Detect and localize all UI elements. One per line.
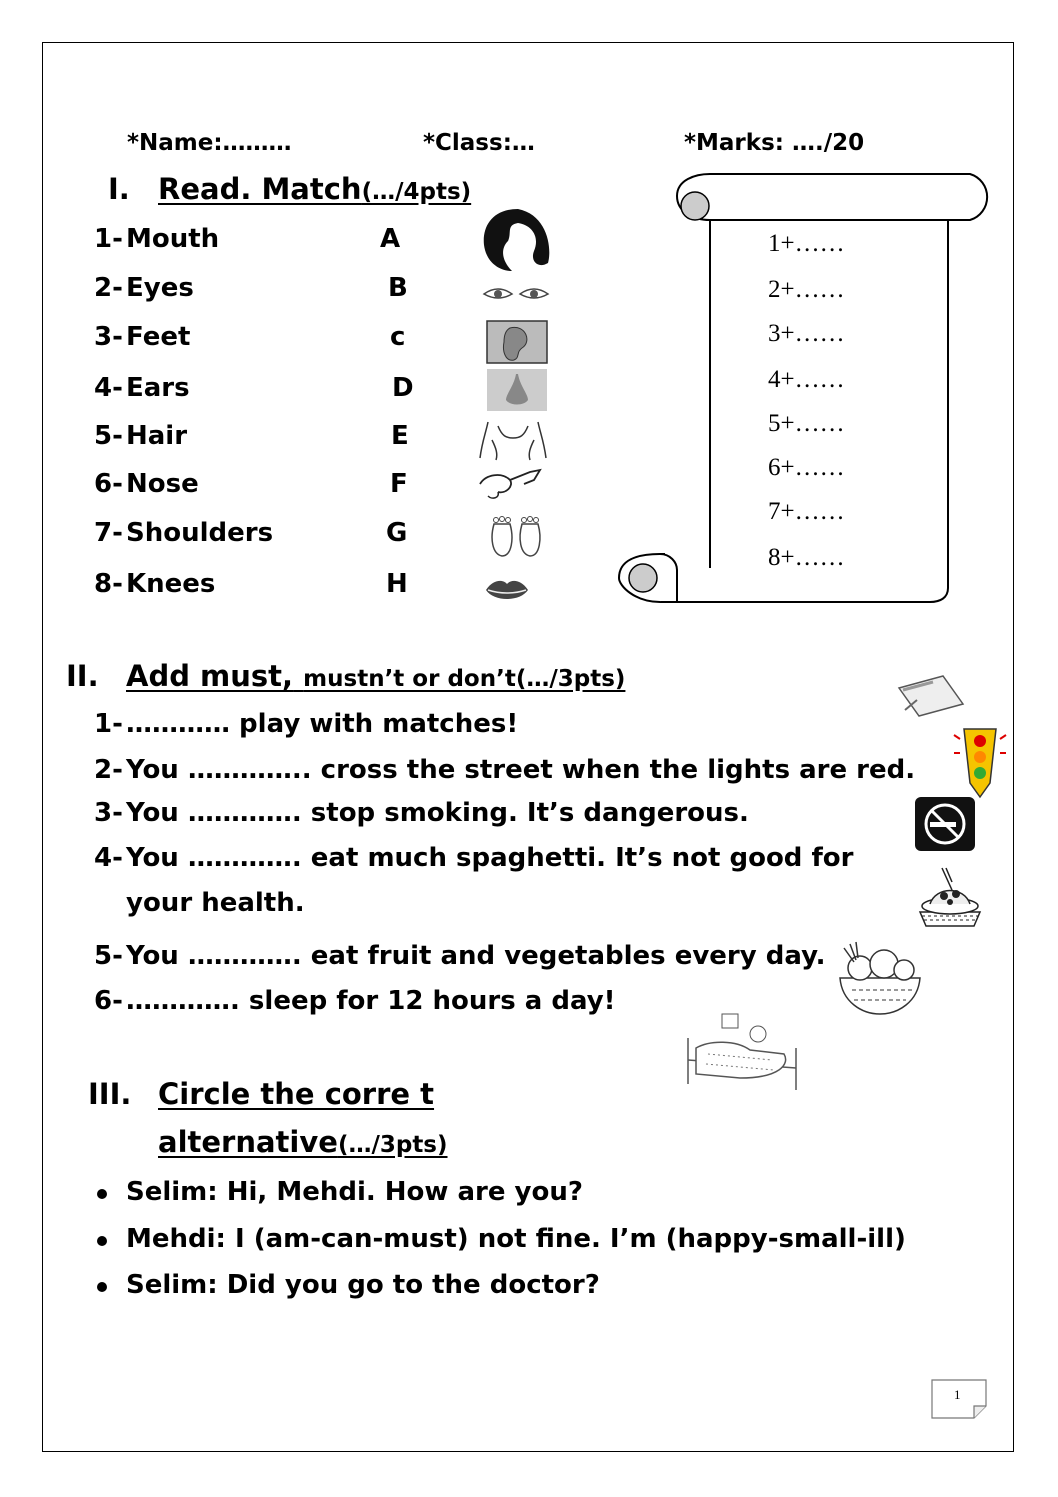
section2-numeral: II. — [66, 659, 99, 693]
match-item-word: Eyes — [126, 273, 194, 303]
class-field: *Class:… — [423, 130, 535, 156]
bed-icon — [680, 1008, 804, 1092]
match-item-number: 6- — [94, 469, 123, 499]
match-item-word: Knees — [126, 569, 216, 599]
sentence-number: 3- — [94, 798, 123, 828]
answer-blank[interactable]: 6+…… — [768, 454, 845, 481]
traffic-light-icon — [950, 725, 1010, 801]
answer-blank[interactable]: 5+…… — [768, 410, 845, 437]
sentence-text: ………… play with matches! — [126, 709, 519, 739]
answer-blank[interactable]: 3+…… — [768, 320, 845, 347]
bullet-dot — [97, 1282, 107, 1292]
sentence-text: …………. sleep for 12 hours a day! — [126, 986, 616, 1016]
match-item-word: Nose — [126, 469, 199, 499]
match-item-number: 1- — [94, 224, 123, 254]
section3-title-line1: Circle the corre t — [158, 1077, 435, 1111]
section1-numeral: I. — [108, 172, 130, 206]
page-number: 1 — [954, 1387, 961, 1402]
bullet-dot — [97, 1189, 107, 1199]
eyes-icon — [480, 282, 552, 306]
match-item-number: 7- — [94, 518, 123, 548]
match-item-number: 3- — [94, 322, 123, 352]
match-item-letter: E — [391, 421, 409, 451]
ear-icon — [486, 320, 548, 364]
answer-blank[interactable]: 4+…… — [768, 366, 845, 393]
sentence-number: 5- — [94, 941, 123, 971]
section2-title: Add must, mustn’t or don’t(…/3pts) — [126, 659, 626, 693]
match-item-number: 8- — [94, 569, 123, 599]
match-item-letter: c — [390, 322, 406, 352]
match-item-letter: F — [390, 469, 408, 499]
match-item-word: Hair — [126, 421, 188, 451]
fruit-basket-icon — [832, 936, 926, 1020]
sentence-number: 4- — [94, 843, 123, 873]
dialogue-line: Selim: Did you go to the doctor? — [126, 1270, 600, 1300]
name-field: *Name:……… — [127, 130, 292, 156]
dialogue-line: Mehdi: I (am-can-must) not fine. I’m (happy-small-ill) — [126, 1224, 906, 1254]
section1-title: Read. Match(…/4pts) — [158, 172, 472, 206]
sentence-number: 1- — [94, 709, 123, 739]
sentence-text: You ………….. cross the street when the lights are red. — [126, 755, 916, 785]
answer-blank[interactable]: 1+…… — [768, 230, 845, 257]
sentence-text: You …………. stop smoking. It’s dangerous. — [126, 798, 749, 828]
match-item-letter: D — [392, 373, 414, 403]
match-item-letter: G — [386, 518, 408, 548]
match-item-word: Ears — [126, 373, 190, 403]
match-item-number: 2- — [94, 273, 123, 303]
marks-field: *Marks: …./20 — [684, 130, 865, 156]
match-item-word: Shoulders — [126, 518, 274, 548]
sentence-number: 2- — [94, 755, 123, 785]
match-item-number: 4- — [94, 373, 123, 403]
match-item-letter: H — [386, 569, 408, 599]
knee-icon — [474, 466, 550, 502]
answer-blank[interactable]: 7+…… — [768, 498, 845, 525]
sentence-text: You …………. eat much spaghetti. It’s not good for — [126, 843, 854, 873]
sentence-number: 6- — [94, 986, 123, 1016]
matches-icon — [893, 670, 969, 720]
answer-blank[interactable]: 8+…… — [768, 544, 845, 571]
match-item-number: 5- — [94, 421, 123, 451]
feet-icon — [486, 514, 548, 560]
section3-numeral: III. — [88, 1077, 132, 1111]
no-smoking-icon — [914, 796, 976, 852]
spaghetti-icon — [912, 864, 988, 932]
match-item-word: Mouth — [126, 224, 220, 254]
dialogue-line: Selim: Hi, Mehdi. How are you? — [126, 1177, 583, 1207]
sentence-continuation: your health. — [126, 888, 305, 918]
match-item-word: Feet — [126, 322, 191, 352]
section3-title-line2: alternative(…/3pts) — [158, 1125, 448, 1159]
answer-blank[interactable]: 2+…… — [768, 276, 845, 303]
bullet-dot — [97, 1236, 107, 1246]
nose-icon — [486, 368, 548, 412]
hair-icon — [478, 205, 554, 275]
sentence-text: You …………. eat fruit and vegetables every day. — [126, 941, 826, 971]
match-item-letter: B — [388, 273, 408, 303]
shoulders-icon — [476, 418, 550, 462]
mouth-icon — [484, 576, 530, 606]
match-item-letter: A — [380, 224, 401, 254]
